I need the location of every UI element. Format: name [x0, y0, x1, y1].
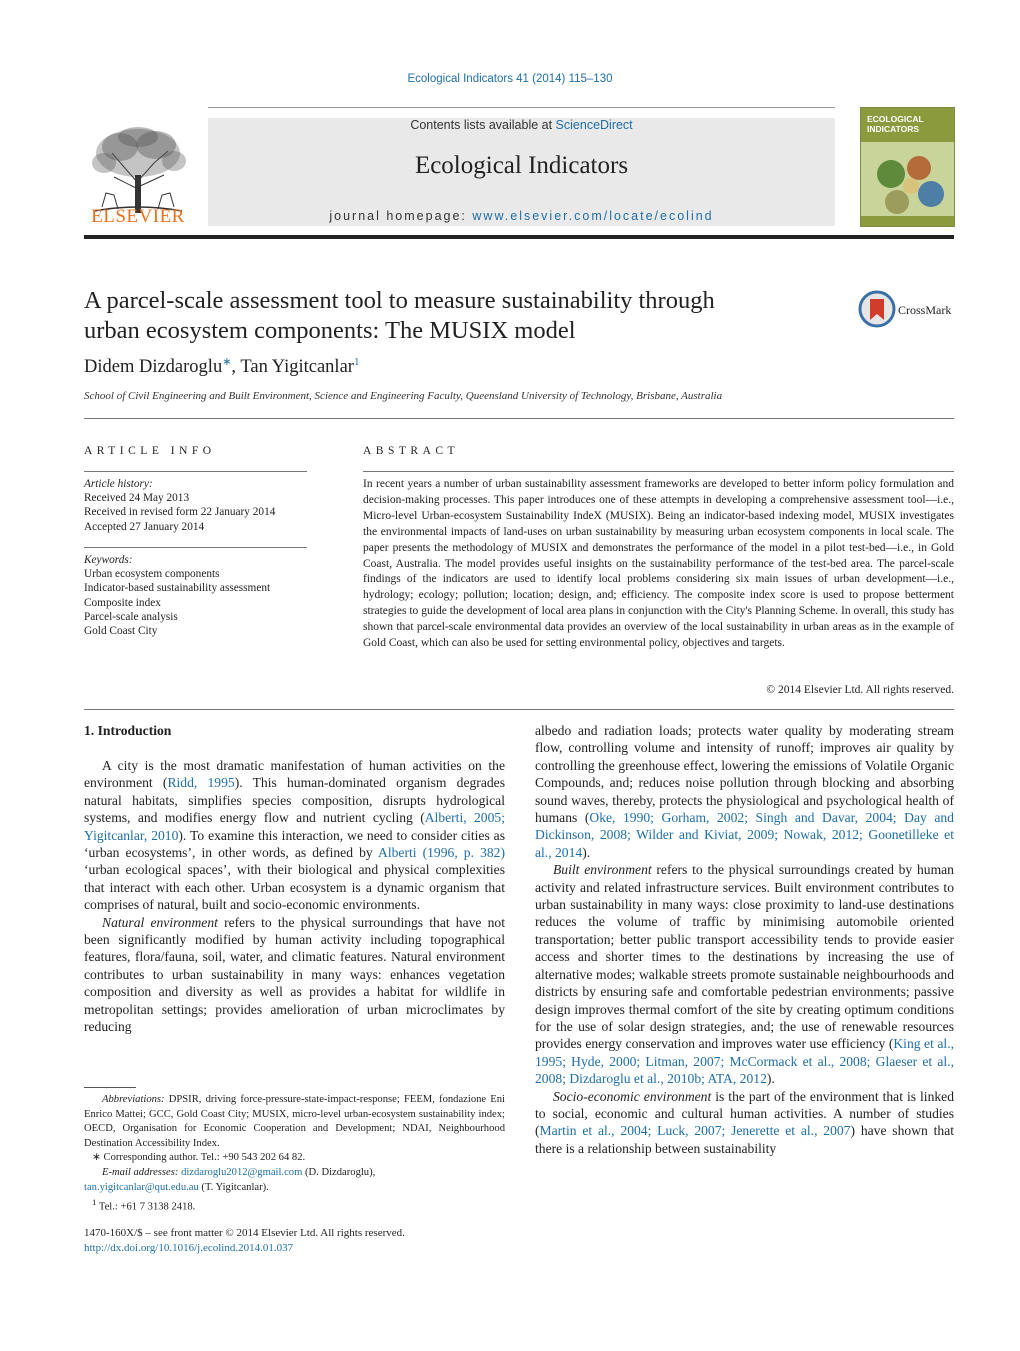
author-name[interactable]: Didem Dizdaroglu: [84, 357, 223, 378]
homepage-link[interactable]: www.elsevier.com/locate/ecolind: [472, 209, 714, 223]
author-list: [84, 355, 359, 378]
paragraph: [84, 757, 505, 914]
crossmark-label: CrossMark: [898, 303, 952, 317]
text-run: ‘urban ecological spaces’, with their biological and physical complexities that interact with each other. Urban ecosystem is a dynamic organism that comprises of natural, built and socio-economic environments.: [84, 862, 505, 913]
keyword: Parcel-scale analysis: [84, 610, 178, 623]
journal-title: Ecological Indicators: [414, 152, 629, 179]
paragraph: [535, 1088, 954, 1158]
section-heading-introduction: 1. Introduction: [84, 723, 172, 738]
paragraph: [84, 914, 505, 1036]
body-column-left: [84, 757, 505, 1036]
sciencedirect-link[interactable]: ScienceDirect: [555, 118, 633, 132]
footnote-text: Tel.: +61 7 3138 2418.: [96, 1201, 196, 1213]
revised-date: Received in revised form 22 January 2014: [84, 506, 276, 519]
article-info-heading: ARTICLE INFO: [84, 445, 216, 457]
term: Socio-economic environment: [553, 1088, 712, 1104]
homepage-line: [208, 209, 835, 223]
email-footnote: [84, 1166, 505, 1195]
text-run: refers to the physical surroundings that have not been significantly modified by human activity including topographical features, flora/fauna, soil, water, and climatic features. Natural environment contributes to urban sustainability in many ways: enhances vegetation composition and diversity as well as provides a habitat for wildlife in metropolitan settings; provides amelioration of urban microclimates by reducing: [84, 914, 505, 1035]
received-date: Received 24 May 2013: [84, 492, 190, 505]
footnote-text: Corresponding author. Tel.: +90 543 202 64 82.: [100, 1152, 306, 1164]
email-label: E-mail addresses:: [102, 1166, 179, 1178]
keywords-label: Keywords:: [84, 554, 133, 566]
email-link[interactable]: tan.yigitcanlar@qut.edu.au: [84, 1181, 199, 1193]
cover-title-line2: INDICATORS: [867, 124, 920, 134]
body-column-right: [535, 722, 954, 1157]
email-owner: (T. Yigitcanlar).: [198, 1181, 269, 1193]
keyword: Composite index: [84, 596, 161, 609]
crossmark-icon: [858, 290, 896, 328]
term: Natural environment: [102, 914, 218, 930]
article-history: [84, 477, 307, 534]
abstract-bottom-rule: [84, 709, 954, 710]
footnote-mark: ∗: [92, 1152, 101, 1164]
abbreviations-label: Abbreviations:: [102, 1094, 165, 1105]
text-run: albedo and radiation loads; protects water quality by moderating stream flow, controlling volume and intensity of runoff; improves air quality by controlling the greenhouse effect, lowering the emissions of Volatile Organic Compounds, and; reduces noise pollution through blocking and absorbing sound waves, thereby, protects the physiological and psychological health of humans (: [535, 723, 954, 826]
homepage-prefix: journal homepage:: [329, 209, 473, 223]
corresponding-author-footnote: [84, 1151, 505, 1166]
cover-title: [867, 114, 924, 134]
journal-reference[interactable]: Ecological Indicators 41 (2014) 115–130: [407, 73, 613, 85]
citation-link[interactable]: Martin et al., 2004; Luck, 2007; Jenerette et al., 2007: [539, 1123, 851, 1139]
abstract-rule: [363, 471, 954, 472]
keyword: Gold Coast City: [84, 625, 158, 638]
abstract-copyright: © 2014 Elsevier Ltd. All rights reserved.: [766, 684, 954, 696]
term: Built environment: [553, 862, 652, 878]
text-run: refers to the physical surroundings created by human activity and related infrastructure services. Built environment contributes to urban sustainability in many ways: close proximity to land-use destinations reduces the volume of traffic by minimising automobile oriented transportation; better public transport accessibility tends to provide easier access and shorter times to the destinations by increasing the use of alternative modes; walkable streets promote sustainable neighbourhoods and districts by ensuring safe and comfortable pedestrian environments; passive design improves thermal comfort of the site by creating optimum conditions for the use of solar design strategies, and; the use of renewable resources provides energy conservation and improves water use efficiency (: [535, 862, 954, 1052]
text-run: ).: [582, 844, 591, 860]
front-matter: [84, 1226, 405, 1256]
footnotes: [84, 1093, 505, 1215]
keywords-block: [84, 553, 307, 638]
issn-line: 1470-160X/$ – see front matter © 2014 Elsevier Ltd. All rights reserved.: [84, 1227, 405, 1239]
contents-line: [208, 118, 835, 132]
abbreviations-text: DPSIR, driving force-pressure-state-impact-response; FEEM, fondazione Eni Enrico Mattei; GCC, Gold Coast City; MUSIX, micro-level urban-ecosystem sustainability index; OECD, Organisation for Economic Cooperation and Development; NDAI, Neighbourhood Destination Accessibility Index.: [84, 1094, 505, 1149]
footnote-rule: [84, 1087, 136, 1088]
text-run: A city is the most dramatic manifestation of human activities on the environment (: [84, 758, 505, 791]
journal-cover-thumbnail[interactable]: [860, 107, 955, 227]
paragraph: [535, 722, 954, 861]
paragraph: [535, 861, 954, 1087]
article-title: [84, 286, 824, 346]
email-link[interactable]: dizdaroglu2012@gmail.com: [181, 1166, 303, 1178]
corresponding-author-mark[interactable]: ∗: [222, 356, 232, 368]
affiliation-rule: [84, 418, 954, 419]
author-separator: ,: [231, 357, 241, 378]
doi-link[interactable]: http://dx.doi.org/10.1016/j.ecolind.2014.01.037: [84, 1242, 294, 1254]
citation-link[interactable]: King et al., 1995; Hyde, 2000; Litman, 2007; McCormack et al., 2008; Glaeser et al., 2008; Dizdaroglu et al., 2010b; ATA, 2012: [535, 1036, 954, 1087]
accepted-date: Accepted 27 January 2014: [84, 520, 205, 533]
email-owner: (D. Dizdaroglu),: [302, 1166, 376, 1178]
abbreviations-footnote: [84, 1093, 505, 1151]
keywords-rule: [84, 547, 307, 548]
author-affiliation: School of Civil Engineering and Built Environment, Science and Engineering Faculty, Queensland University of Technology, Brisbane, Australia: [84, 390, 723, 402]
keyword: Indicator-based sustainability assessment: [84, 582, 271, 595]
citation-link[interactable]: Alberti, 2005; Yigitcanlar, 2010: [84, 810, 505, 843]
text-run: ). To examine this interaction, we need to consider cities as ‘urban ecosystems’, in other words, as defined by: [84, 827, 506, 861]
article-info-rule: [84, 471, 307, 472]
article-title-line1: A parcel-scale assessment tool to measure sustainability through: [84, 287, 715, 314]
telephone-footnote: [84, 1195, 505, 1215]
masthead-bottom-rule: [84, 235, 954, 239]
history-label: Article history:: [84, 478, 153, 490]
author-name[interactable]: Tan Yigitcanlar: [240, 357, 354, 378]
footnote-mark[interactable]: 1: [353, 356, 360, 368]
text-run: ) have shown that there is a relationship between sustainability: [535, 1123, 955, 1156]
article-title-line2: urban ecosystem components: The MUSIX model: [84, 317, 576, 344]
text-run: is the part of the environment that is linked to social, economic and cultural human activities. A number of studies (: [535, 1088, 954, 1139]
abstract-heading: ABSTRACT: [363, 445, 460, 457]
contents-prefix: Contents lists available at: [410, 118, 556, 132]
footnote-mark: 1: [92, 1197, 97, 1208]
cover-title-line1: ECOLOGICAL: [867, 114, 924, 124]
keyword: Urban ecosystem components: [84, 568, 220, 581]
citation-link[interactable]: Alberti (1996, p. 382): [378, 845, 505, 861]
citation-link[interactable]: Oke, 1990; Gorham, 2002; Singh and Davar, 2004; Day and Dickinson, 2008; Wilder and Kiviat, 2009; Nowak, 2012; Goonetilleke et al., 2014: [535, 810, 954, 860]
header-rule: [208, 107, 835, 108]
elsevier-wordmark: ELSEVIER: [91, 206, 185, 227]
text-run: ). This human-dominated organism degrades natural habitats, simplifies species composition, disrupts hydrological systems, and modifies energy flow and nutrient cycling (: [84, 775, 505, 826]
crossmark-badge[interactable]: [858, 290, 958, 330]
abstract-text: In recent years a number of urban sustainability assessment frameworks are developed to better inform policy formulation and decision-making processes. This paper introduces one of these attempts in developing a comprehensive assessment tool—i.e., Micro-level Urban-ecosystem Sustainability IndeX (MUSIX). Being an indicator-based indexing model, MUSIX investigates the environmental impacts of land-uses on urban sustainability by measuring urban ecosystem components in local scale. The paper presents the methodology of MUSIX and demonstrates the performance of the model in a pilot test-bed—i.e., in Gold Coast, Australia. The model provides useful insights on the sustainability performance of the test-bed area. The parcel-scale findings of the indicators are used to identify local problems considering six main issues of urban development—i.e., hydrology; ecology; pollution; location; design, and; efficiency. The composite index score is used to propose betterment strategies to guide the development of local area plans in conjunction with the City's Planning Scheme. In overall, this study has shown that parcel-scale environmental data provides an overview of the local sustainability in urban areas as in the example of Gold Coast, which can also be used for setting environmental policy, objectives and targets.: [363, 478, 954, 650]
citation-link[interactable]: Ridd, 1995: [167, 775, 235, 791]
text-run: ).: [766, 1071, 775, 1087]
